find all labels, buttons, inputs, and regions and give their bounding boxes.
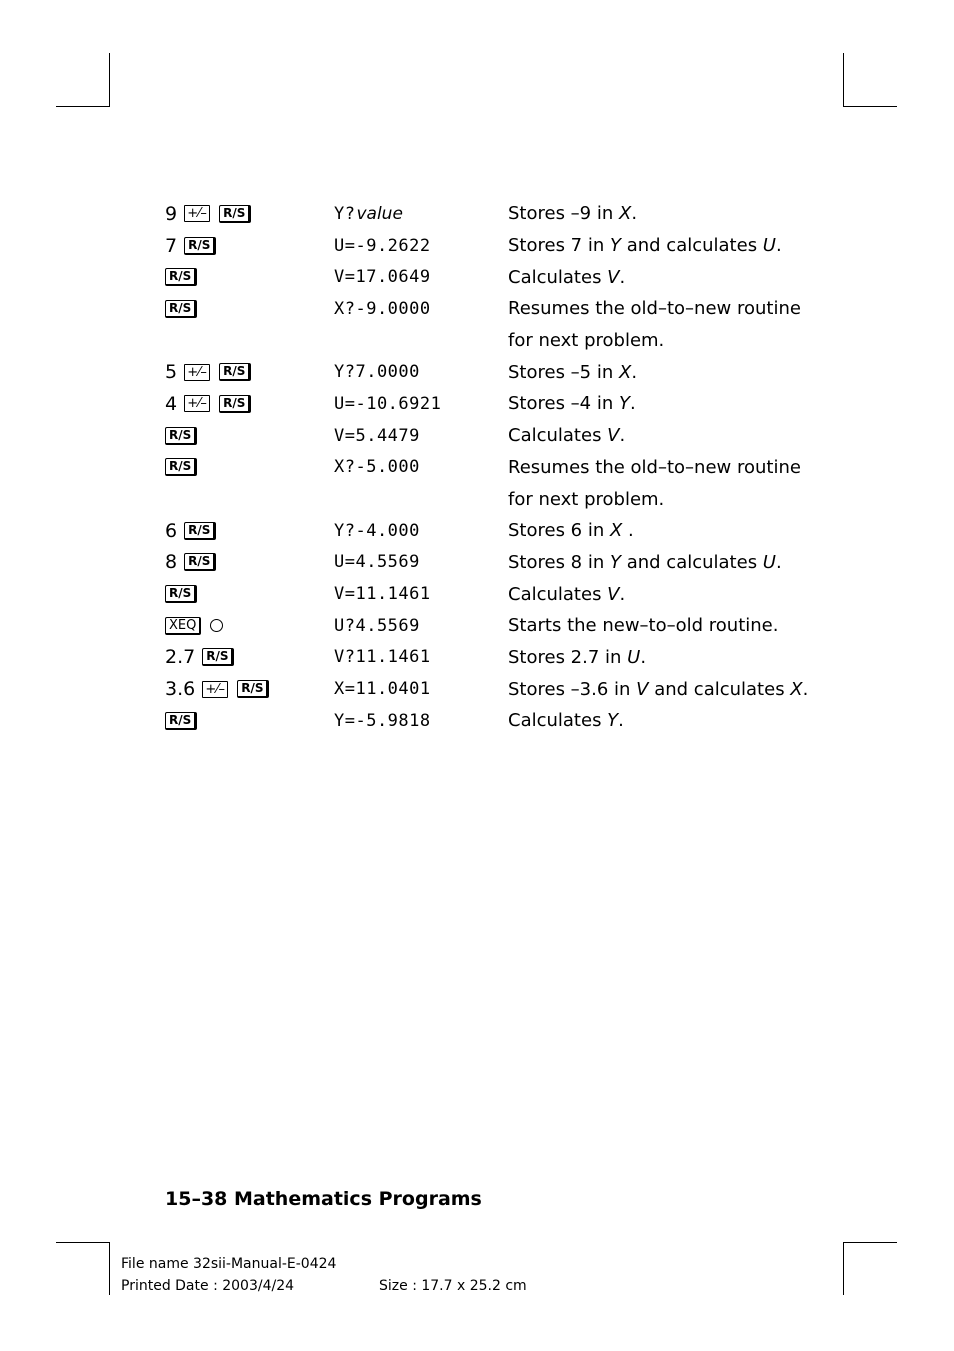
description-cell <box>508 388 636 420</box>
description-cell <box>508 705 624 737</box>
keystrokes-cell <box>165 705 206 737</box>
keystrokes-cell <box>165 420 206 452</box>
xeq-key-icon: XEQ <box>165 617 201 635</box>
description-cell <box>508 230 782 262</box>
description-text: and calculates <box>620 235 763 257</box>
description-cell <box>508 325 664 357</box>
display-cell <box>334 578 431 610</box>
display-text: U=-9.2622 <box>334 235 431 256</box>
keystroke-number: 7 <box>165 234 178 257</box>
rs-key-icon: R/S <box>165 712 197 730</box>
description-text: . <box>618 710 624 732</box>
display-text: U?4.5569 <box>334 615 420 636</box>
description-text: Calculates <box>508 710 608 732</box>
description-text: . <box>631 361 638 383</box>
table-row <box>0 325 954 357</box>
description-text: Stores –4 in <box>508 393 619 415</box>
description-text: Calculates <box>508 266 608 288</box>
file-name-label: File name 32sii-Manual-E-0424 <box>121 1256 337 1272</box>
display-cell <box>334 230 431 262</box>
display-text: X?-5.000 <box>334 457 420 478</box>
description-cell <box>508 642 646 674</box>
display-cell <box>334 705 431 737</box>
variable-name: Y <box>609 235 621 257</box>
display-cell <box>334 515 420 547</box>
table-row <box>0 673 954 705</box>
description-text: Stores 2.7 in <box>508 646 628 668</box>
description-text: . <box>619 266 626 288</box>
variable-name: Y <box>609 551 621 573</box>
description-text: Resumes the old–to–new routine <box>508 456 801 478</box>
table-row <box>0 452 954 484</box>
keystroke-number: 5 <box>165 361 178 384</box>
description-cell <box>508 578 625 610</box>
crop-mark-top-left-horizontal <box>56 106 110 107</box>
description-text: and calculates <box>620 551 763 573</box>
description-text: . <box>619 583 626 605</box>
variable-name: V <box>607 583 620 605</box>
description-text: Stores –9 in <box>508 203 619 225</box>
display-cell <box>334 198 403 230</box>
description-cell <box>508 293 801 325</box>
label-o-icon <box>210 619 223 632</box>
table-row <box>0 610 954 642</box>
description-cell <box>508 198 637 230</box>
display-cell <box>334 356 420 388</box>
keystrokes-cell <box>165 198 260 230</box>
crop-mark-bottom-right-horizontal <box>843 1242 897 1243</box>
description-text: Stores 8 in <box>508 551 610 573</box>
description-text: Starts the new–to–old routine. <box>508 615 779 637</box>
description-text: . <box>775 551 782 573</box>
variable-name: V <box>607 425 620 447</box>
variable-name: Y <box>618 393 630 415</box>
table-row <box>0 198 954 230</box>
keystroke-number: 4 <box>165 392 178 415</box>
keystroke-table <box>0 198 954 737</box>
display-text: U=-10.6921 <box>334 393 442 414</box>
description-text: . <box>631 203 638 225</box>
rs-key-icon: R/S <box>184 237 216 255</box>
printed-date-label: Printed Date : 2003/4/24 <box>121 1278 295 1294</box>
keystrokes-cell <box>165 642 243 674</box>
description-text: . <box>640 646 647 668</box>
description-text: Calculates <box>508 583 608 605</box>
keystroke-number: 2.7 <box>165 646 196 669</box>
display-text: X?-9.0000 <box>334 298 431 319</box>
rs-key-icon: R/S <box>184 553 216 571</box>
description-text: Stores –3.6 in <box>508 678 637 700</box>
variable-name: X <box>609 520 623 542</box>
rs-key-icon: R/S <box>184 522 216 540</box>
table-row <box>0 356 954 388</box>
description-text: Stores 6 in <box>508 520 610 542</box>
rs-key-icon: R/S <box>165 427 197 445</box>
description-text: . <box>775 235 782 257</box>
size-label: Size : 17.7 x 25.2 cm <box>379 1278 527 1294</box>
table-row <box>0 578 954 610</box>
page-footer-title: 15–38 Mathematics Programs <box>165 1188 482 1210</box>
display-text: V=17.0649 <box>334 267 431 288</box>
keystrokes-cell <box>165 388 260 420</box>
table-row <box>0 642 954 674</box>
crop-mark-bottom-right-vertical <box>843 1242 844 1295</box>
display-text: V=11.1461 <box>334 584 431 605</box>
description-cell <box>508 515 634 547</box>
table-row <box>0 388 954 420</box>
keystroke-number: 3.6 <box>165 678 196 701</box>
variable-name: V <box>636 678 649 700</box>
description-text: . <box>619 425 626 447</box>
variable-name: X <box>790 678 803 700</box>
rs-key-icon: R/S <box>219 395 251 413</box>
display-text: X=11.0401 <box>334 679 431 700</box>
variable-name: U <box>762 235 776 257</box>
display-cell <box>334 420 420 452</box>
crop-mark-top-right-horizontal <box>843 106 897 107</box>
description-cell <box>508 420 625 452</box>
description-text: Resumes the old–to–new routine <box>508 298 801 320</box>
description-text: . <box>629 393 636 415</box>
variable-name: X <box>618 203 632 225</box>
change-sign-key-icon: +⁄– <box>184 364 210 381</box>
display-text: Y?7.0000 <box>334 362 420 383</box>
rs-key-icon: R/S <box>202 648 234 666</box>
keystrokes-cell <box>165 230 225 262</box>
variable-name: U <box>762 551 776 573</box>
keystrokes-cell <box>165 610 223 642</box>
keystrokes-cell <box>165 261 206 293</box>
display-italic-text: value <box>356 203 403 224</box>
description-cell <box>508 673 808 705</box>
display-cell <box>334 673 431 705</box>
table-row <box>0 547 954 579</box>
display-cell <box>334 547 420 579</box>
display-text: V=5.4479 <box>334 425 420 446</box>
keystrokes-cell <box>165 356 260 388</box>
display-text: Y=-5.9818 <box>334 710 431 731</box>
display-cell <box>334 610 420 642</box>
description-text: Stores –5 in <box>508 361 619 383</box>
keystrokes-cell <box>165 515 225 547</box>
description-cell <box>508 452 801 484</box>
table-row <box>0 515 954 547</box>
variable-name: V <box>607 266 620 288</box>
display-cell <box>334 642 431 674</box>
description-text: . <box>622 520 634 542</box>
table-row <box>0 230 954 262</box>
rs-key-icon: R/S <box>219 363 251 381</box>
keystroke-number: 8 <box>165 551 178 574</box>
description-text: for next problem. <box>508 488 665 510</box>
description-cell <box>508 610 778 642</box>
description-cell <box>508 356 637 388</box>
display-text: V?11.1461 <box>334 647 431 668</box>
keystrokes-cell <box>165 293 206 325</box>
keystrokes-cell <box>165 673 278 705</box>
table-row <box>0 261 954 293</box>
description-cell <box>508 547 782 579</box>
description-text: and calculates <box>648 678 791 700</box>
description-cell <box>508 261 625 293</box>
description-cell <box>508 483 664 515</box>
keystroke-number: 9 <box>165 202 178 225</box>
keystrokes-cell <box>165 452 206 484</box>
display-cell <box>334 261 431 293</box>
rs-key-icon: R/S <box>219 205 251 223</box>
variable-name: X <box>618 361 632 383</box>
rs-key-icon: R/S <box>165 458 197 476</box>
display-cell <box>334 293 431 325</box>
crop-mark-top-left-vertical <box>109 53 110 106</box>
rs-key-icon: R/S <box>237 680 269 698</box>
change-sign-key-icon: +⁄– <box>184 205 210 222</box>
variable-name: U <box>627 646 641 668</box>
description-text: for next problem. <box>508 330 665 352</box>
table-row <box>0 705 954 737</box>
table-row <box>0 483 954 515</box>
change-sign-key-icon: +⁄– <box>202 681 228 698</box>
keystrokes-cell <box>165 578 206 610</box>
crop-mark-bottom-left-horizontal <box>56 1242 110 1243</box>
description-text: . <box>802 678 809 700</box>
table-row <box>0 420 954 452</box>
display-text: Y?-4.000 <box>334 520 420 541</box>
display-cell <box>334 452 420 484</box>
display-text: U=4.5569 <box>334 552 420 573</box>
description-text: Calculates <box>508 425 608 447</box>
rs-key-icon: R/S <box>165 585 197 603</box>
change-sign-key-icon: +⁄– <box>184 395 210 412</box>
display-text: Y? <box>334 203 356 224</box>
rs-key-icon: R/S <box>165 268 197 286</box>
crop-mark-bottom-left-vertical <box>109 1242 110 1295</box>
display-cell <box>334 388 441 420</box>
rs-key-icon: R/S <box>165 300 197 318</box>
keystroke-number: 6 <box>165 519 178 542</box>
keystrokes-cell <box>165 547 225 579</box>
table-row <box>0 293 954 325</box>
description-text: Stores 7 in <box>508 235 610 257</box>
crop-mark-top-right-vertical <box>843 53 844 106</box>
variable-name: Y <box>607 710 619 732</box>
